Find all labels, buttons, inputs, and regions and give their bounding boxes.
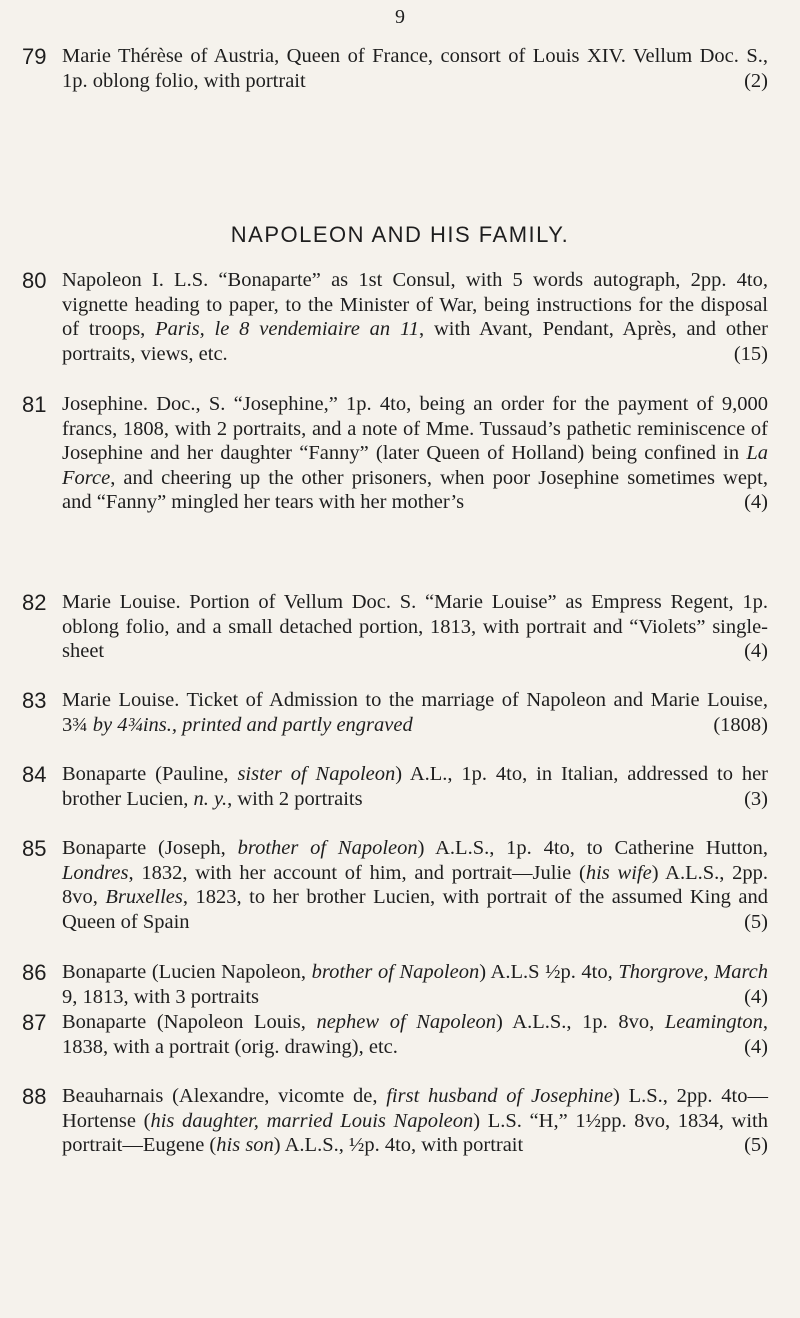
lot-text: Napoleon I. L.S. “Bonaparte” as 1st Consul, with 5 words autograph, 2pp. 4to, vignette heading to paper, to the Minister of War, being instructions for the disposal of troops,	[62, 269, 768, 341]
lot-text: ) A.L.S., ½p. 4to, with portrait	[273, 1134, 524, 1157]
lot-text-italic: Londres	[62, 861, 129, 884]
lot-text: Bonaparte (Napoleon Louis,	[62, 1011, 317, 1033]
lot-text: , 1832, with her account of him, and portrait—Julie (	[128, 861, 586, 884]
lot-number: 86	[22, 960, 47, 985]
lot-quantity: (3)	[744, 787, 768, 810]
lot-text: ) A.L.S., 2pp. 8vo,	[62, 861, 768, 909]
lot-text-italic: La Force	[62, 442, 768, 489]
lot-quantity: (5)	[744, 910, 768, 933]
lot-text: Beauharnais (Alexandre, vicomte de,	[62, 1085, 387, 1107]
lot-text-italic: his daughter, married Louis Napoleon	[150, 1109, 474, 1132]
lot-description	[62, 960, 768, 1009]
section-heading: NAPOLEON AND HIS FAMILY.	[230, 222, 570, 247]
lot-quantity: (15)	[733, 342, 768, 365]
lot-quantity: (4)	[744, 640, 768, 663]
lot-text-italic: Paris, le 8 vendemiaire an 11	[155, 318, 419, 341]
lot-quantity: (4)	[744, 491, 768, 514]
lot-text: ) A.L., 1p. 4to, in Italian, addressed to her brother Lucien,	[62, 763, 768, 810]
lot-text-italic: brother of Napoleon	[311, 961, 480, 983]
lot-text-italic: sister of Napoleon	[237, 763, 396, 785]
lot-text: ) A.L.S., 1p. 4to, to Catherine Hutton,	[417, 837, 769, 859]
lot-number: 81	[22, 392, 47, 417]
lot-text-italic: his wife	[585, 861, 652, 884]
lot-number: 85	[22, 836, 47, 861]
lot-text: Bonaparte (Lucien Napoleon,	[62, 961, 312, 983]
lot-text-italic: his son	[216, 1134, 274, 1157]
lot-text: 9, 1813, with 3 portraits	[62, 985, 260, 1008]
lot-number: 80	[22, 268, 47, 293]
lot-quantity: (2)	[744, 69, 768, 92]
lot-text-italic: Bruxelles	[105, 886, 183, 909]
lot-description	[62, 44, 768, 93]
lot-text: Marie Louise. Portion of Vellum Doc. S. “Marie Louise” as Empress Regent, 1p. oblong folio, and a small detached portion, 1813, with portrait and “Violets” single-sheet	[62, 591, 768, 663]
lot-text-italic: by 4¾ins., printed and partly engraved	[92, 713, 413, 736]
lot-description	[62, 268, 768, 366]
lot-number: 84	[22, 762, 47, 787]
lot-text: , and cheering up the other prisoners, when poor Josephine sometimes wept, and “Fanny” mingled her tears with her mother’s	[62, 466, 768, 514]
lot-text: Bonaparte (Joseph,	[62, 837, 238, 859]
lot-text: , 1823, to her brother Lucien, with portrait of the assumed King and Queen of Spain	[62, 886, 769, 933]
lot-text: , with 2 portraits	[227, 787, 363, 810]
lot-description	[62, 836, 768, 934]
lot-description	[62, 392, 768, 515]
lot-text: , 1838, with a portrait (orig. drawing), etc.	[62, 1011, 768, 1058]
lot-number: 79	[22, 44, 47, 69]
lot-number: 82	[22, 590, 47, 615]
lot-number: 83	[22, 688, 47, 713]
lot-description	[62, 1084, 768, 1158]
lot-text: Marie Thérèse of Austria, Queen of France, consort of Louis XIV. Vellum Doc. S., 1p. oblong folio, with portrait	[62, 45, 768, 92]
lot-text: Marie Louise. Ticket of Admission to the marriage of Napoleon and Marie Louise, 3¾	[62, 689, 768, 736]
lot-text-italic: Thorgrove, March	[618, 961, 769, 983]
lot-quantity: (4)	[744, 1035, 768, 1058]
lot-text-italic: brother of Napoleon	[237, 837, 418, 859]
page-number: 9	[395, 6, 405, 28]
lot-text: Josephine. Doc., S. “Josephine,” 1p. 4to, being an order for the payment of 9,000 francs, 1808, with 2 portraits, and a note of Mme. Tussaud’s pathetic reminiscence of Josephine and her daughter “Fanny” (later Queen of Holland) being confined in	[62, 393, 768, 465]
lot-description	[62, 762, 768, 811]
lot-text-italic: first husband of Josephine	[386, 1085, 613, 1107]
lot-text-italic: nephew of Napoleon	[316, 1011, 496, 1033]
lot-description	[62, 590, 768, 664]
lot-text: ) A.L.S ½p. 4to,	[479, 961, 619, 983]
lot-text-italic: n. y.	[193, 787, 228, 810]
lot-number: 88	[22, 1084, 47, 1109]
lot-quantity: (4)	[744, 985, 768, 1008]
lot-number: 87	[22, 1010, 47, 1035]
lot-text: Bonaparte (Pauline,	[62, 763, 238, 785]
lot-description	[62, 688, 768, 737]
lot-text-italic: Leamington	[664, 1011, 763, 1033]
lot-quantity: (5)	[744, 1134, 768, 1157]
lot-description	[62, 1010, 768, 1059]
lot-quantity: (1808)	[713, 713, 768, 736]
lot-text: ) L.S., 2pp. 4to—Hortense (	[62, 1085, 768, 1132]
lot-text: , with Avant, Pendant, Après, and other portraits, views, etc.	[62, 318, 769, 365]
lot-text: ) L.S. “H,” 1½pp. 8vo, 1834, with portrait—Eugene (	[62, 1109, 768, 1157]
lot-text: ) A.L.S., 1p. 8vo,	[495, 1011, 665, 1033]
